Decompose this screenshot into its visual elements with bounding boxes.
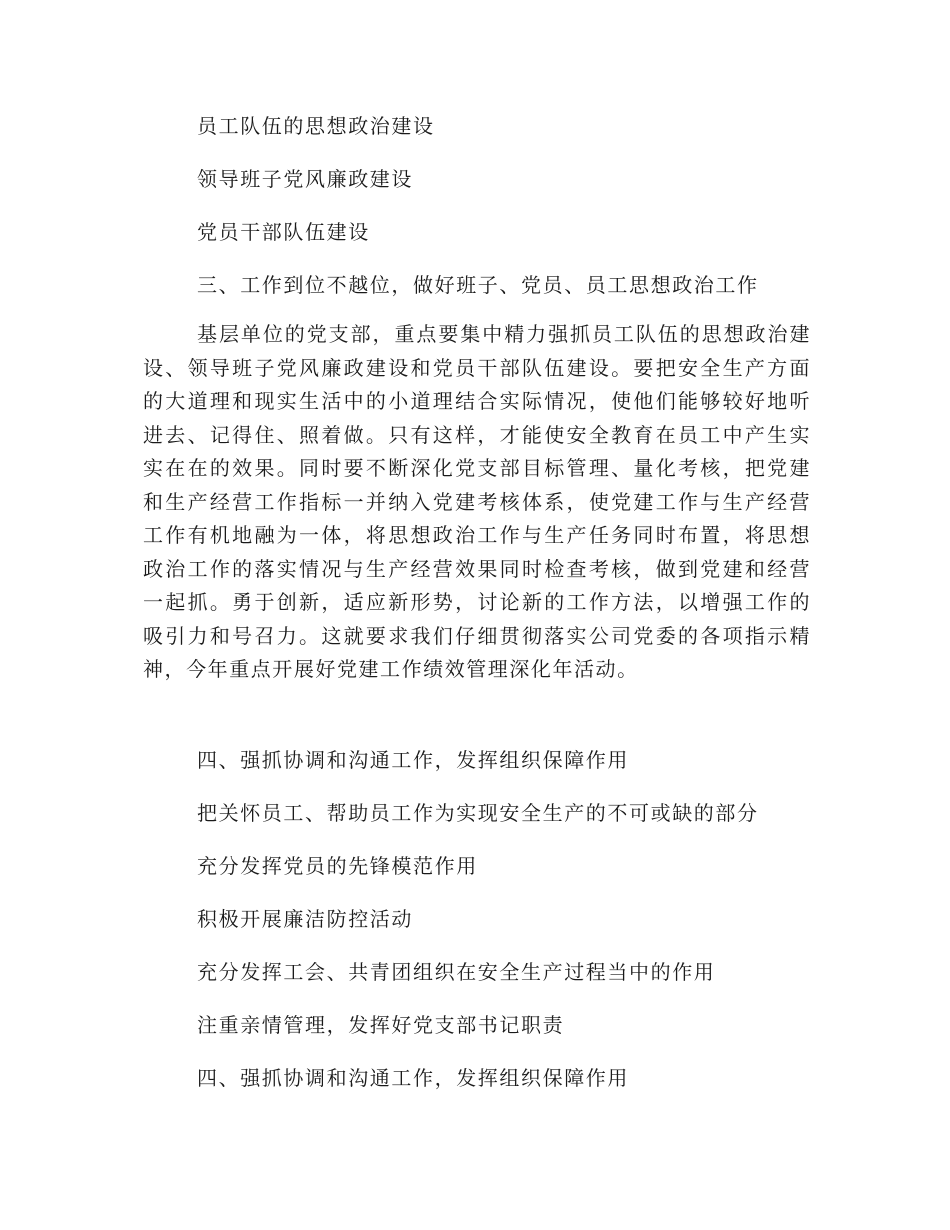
item-staff-political-building: 员工队伍的思想政治建设 [197,114,435,138]
closing-heading: 四、强抓协调和沟通工作，发挥组织保障作用 [197,1066,629,1090]
section-4-item-union-league-role: 充分发挥工会、共青团组织在安全生产过程当中的作用 [197,960,716,984]
section-4-item-care-staff: 把关怀员工、帮助员工作为实现安全生产的不可或缺的部分 [197,801,759,825]
section-4-item-family-management: 注重亲情管理，发挥好党支部书记职责 [197,1013,565,1037]
item-leadership-integrity: 领导班子党风廉政建设 [197,167,413,191]
section-4-item-vanguard-role: 充分发挥党员的先锋模范作用 [197,854,478,878]
section-4-heading: 四、强抓协调和沟通工作，发挥组织保障作用 [197,748,629,772]
section-4-item-integrity-control: 积极开展廉洁防控活动 [197,907,413,931]
section-3-heading: 三、工作到位不越位，做好班子、党员、员工思想政治工作 [197,273,759,297]
item-cadre-team-building: 党员干部队伍建设 [197,220,370,244]
section-3-body: 基层单位的党支部，重点要集中精力强抓员工队伍的思想政治建设、领导班子党风廉政建设和党员干部队伍建设。要把安全生产方面的大道理和现实生活中的小道理结合实际情况，使他们能够较好地听进去、记得住、照着做。只有这样，才能使安全教育在员工中产生实实在在的效果。同时要不断深化党支部目标管理、量化考核，把党建和生产经营工作指标一并纳入党建考核体系，使党建工作与生产经营工作有机地融为一体，将思想政治工作与生产任务同时布置，将思想政治工作的落实情况与生产经营效果同时检查考核，做到党建和经营一起抓。勇于创新，适应新形势，讨论新的工作方法，以增强工作的吸引力和号召力。这就要求我们仔细贯彻落实公司党委的各项指示精神，今年重点开展好党建工作绩效管理深化年活动。 [143,322,811,681]
